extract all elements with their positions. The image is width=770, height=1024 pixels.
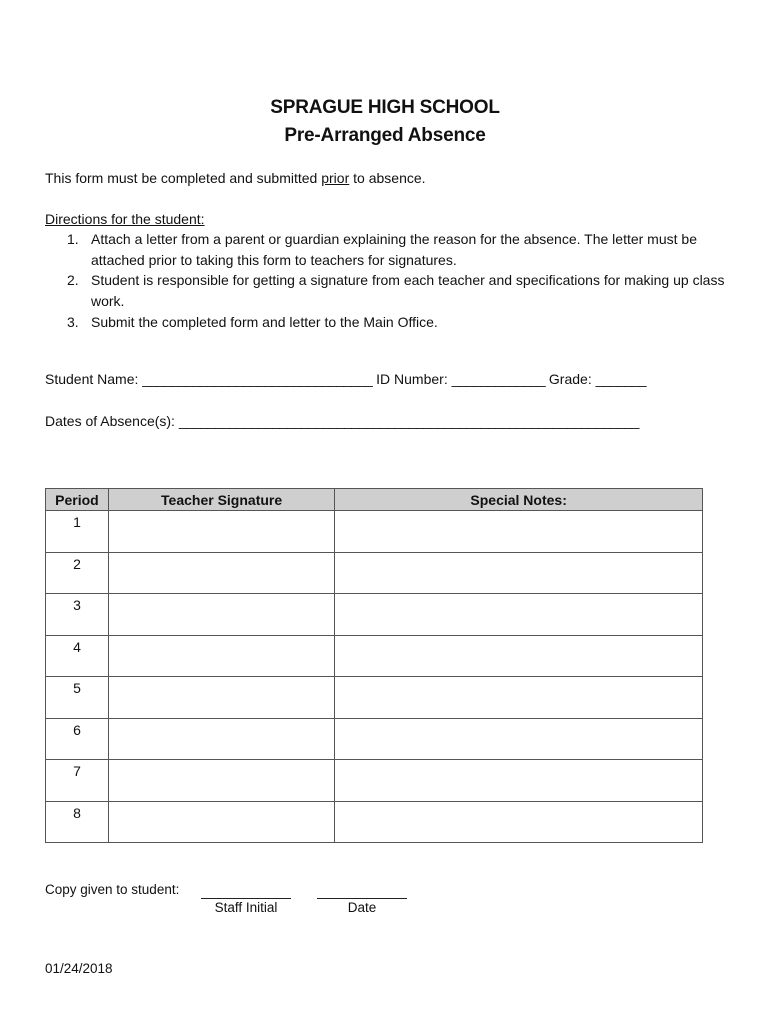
dates-of-absence-line bbox=[45, 411, 639, 431]
direction-item bbox=[45, 270, 725, 311]
staff-initial-line[interactable] bbox=[201, 898, 291, 899]
special-notes-cell[interactable] bbox=[335, 552, 703, 594]
intro-text bbox=[45, 168, 426, 188]
date-caption: Date bbox=[347, 900, 377, 915]
period-number: 3 bbox=[46, 594, 109, 636]
table-row bbox=[46, 552, 703, 594]
teacher-signature-cell[interactable] bbox=[108, 635, 334, 677]
special-notes-cell[interactable] bbox=[335, 718, 703, 760]
teacher-signature-cell[interactable] bbox=[108, 718, 334, 760]
period-number: 4 bbox=[46, 635, 109, 677]
table-row bbox=[46, 511, 703, 553]
special-notes-cell[interactable] bbox=[335, 801, 703, 843]
school-name: SPRAGUE HIGH SCHOOL bbox=[270, 97, 500, 118]
student-name-label: Student Name: bbox=[45, 371, 139, 387]
teacher-signature-cell[interactable] bbox=[108, 594, 334, 636]
student-info-line bbox=[45, 369, 646, 389]
table-row bbox=[46, 801, 703, 843]
direction-number: 2. bbox=[67, 272, 79, 289]
period-number: 7 bbox=[46, 760, 109, 802]
header-period: Period bbox=[46, 489, 109, 511]
directions-list bbox=[45, 229, 725, 333]
table-row bbox=[46, 677, 703, 719]
directions-heading: Directions for the student: bbox=[45, 211, 205, 227]
teacher-signature-cell[interactable] bbox=[108, 801, 334, 843]
direction-item bbox=[45, 312, 725, 333]
special-notes-cell[interactable] bbox=[335, 594, 703, 636]
table-row bbox=[46, 594, 703, 636]
intro-emphasis: prior bbox=[321, 170, 350, 186]
period-number: 5 bbox=[46, 677, 109, 719]
teacher-signature-cell[interactable] bbox=[108, 511, 334, 553]
special-notes-cell[interactable] bbox=[335, 677, 703, 719]
direction-text: Student is responsible for getting a signature from each teacher and specifications for making up class work. bbox=[91, 272, 725, 310]
period-number: 2 bbox=[46, 552, 109, 594]
id-number-label: ID Number: bbox=[376, 371, 448, 387]
direction-number: 1. bbox=[67, 231, 79, 247]
header-teacher-signature: Teacher Signature bbox=[108, 489, 334, 511]
copy-given-label: Copy given to student: bbox=[45, 882, 180, 897]
revision-date: 01/24/2018 bbox=[45, 961, 113, 976]
table-header-row bbox=[46, 489, 703, 511]
grade-label: Grade: bbox=[548, 371, 592, 387]
direction-number: 3. bbox=[67, 313, 79, 330]
id-number-field[interactable]: _____________ bbox=[451, 371, 546, 387]
period-number: 6 bbox=[46, 718, 109, 760]
staff-initial-caption: Staff Initial bbox=[214, 900, 278, 915]
direction-item bbox=[45, 229, 725, 270]
special-notes-cell[interactable] bbox=[335, 635, 703, 677]
table-row bbox=[46, 760, 703, 802]
direction-text: Attach a letter from a parent or guardian explaining the reason for the absence. The letter must be attached prior to taking this form to teachers for signatures. bbox=[91, 231, 697, 268]
teacher-signature-cell[interactable] bbox=[108, 552, 334, 594]
header-special-notes: Special Notes: bbox=[335, 489, 703, 511]
period-number: 8 bbox=[46, 801, 109, 843]
date-line[interactable] bbox=[317, 898, 407, 899]
form-title: Pre-Arranged Absence bbox=[284, 125, 486, 146]
student-name-field[interactable]: ________________________________ bbox=[142, 371, 373, 387]
intro-before: This form must be completed and submitted bbox=[45, 170, 322, 186]
dates-of-absence-field[interactable]: ________________________________________________________________ bbox=[178, 413, 639, 429]
direction-text: Submit the completed form and letter to the Main Office. bbox=[91, 313, 438, 330]
dates-of-absence-label: Dates of Absence(s): bbox=[45, 413, 175, 429]
teacher-signature-cell[interactable] bbox=[108, 760, 334, 802]
intro-after: to absence. bbox=[349, 170, 426, 186]
special-notes-cell[interactable] bbox=[335, 511, 703, 553]
teacher-signature-table bbox=[45, 488, 703, 843]
grade-field[interactable]: _______ bbox=[595, 371, 646, 387]
teacher-signature-cell[interactable] bbox=[108, 677, 334, 719]
special-notes-cell[interactable] bbox=[335, 760, 703, 802]
table-row bbox=[46, 635, 703, 677]
table-row bbox=[46, 718, 703, 760]
period-number: 1 bbox=[46, 511, 109, 553]
